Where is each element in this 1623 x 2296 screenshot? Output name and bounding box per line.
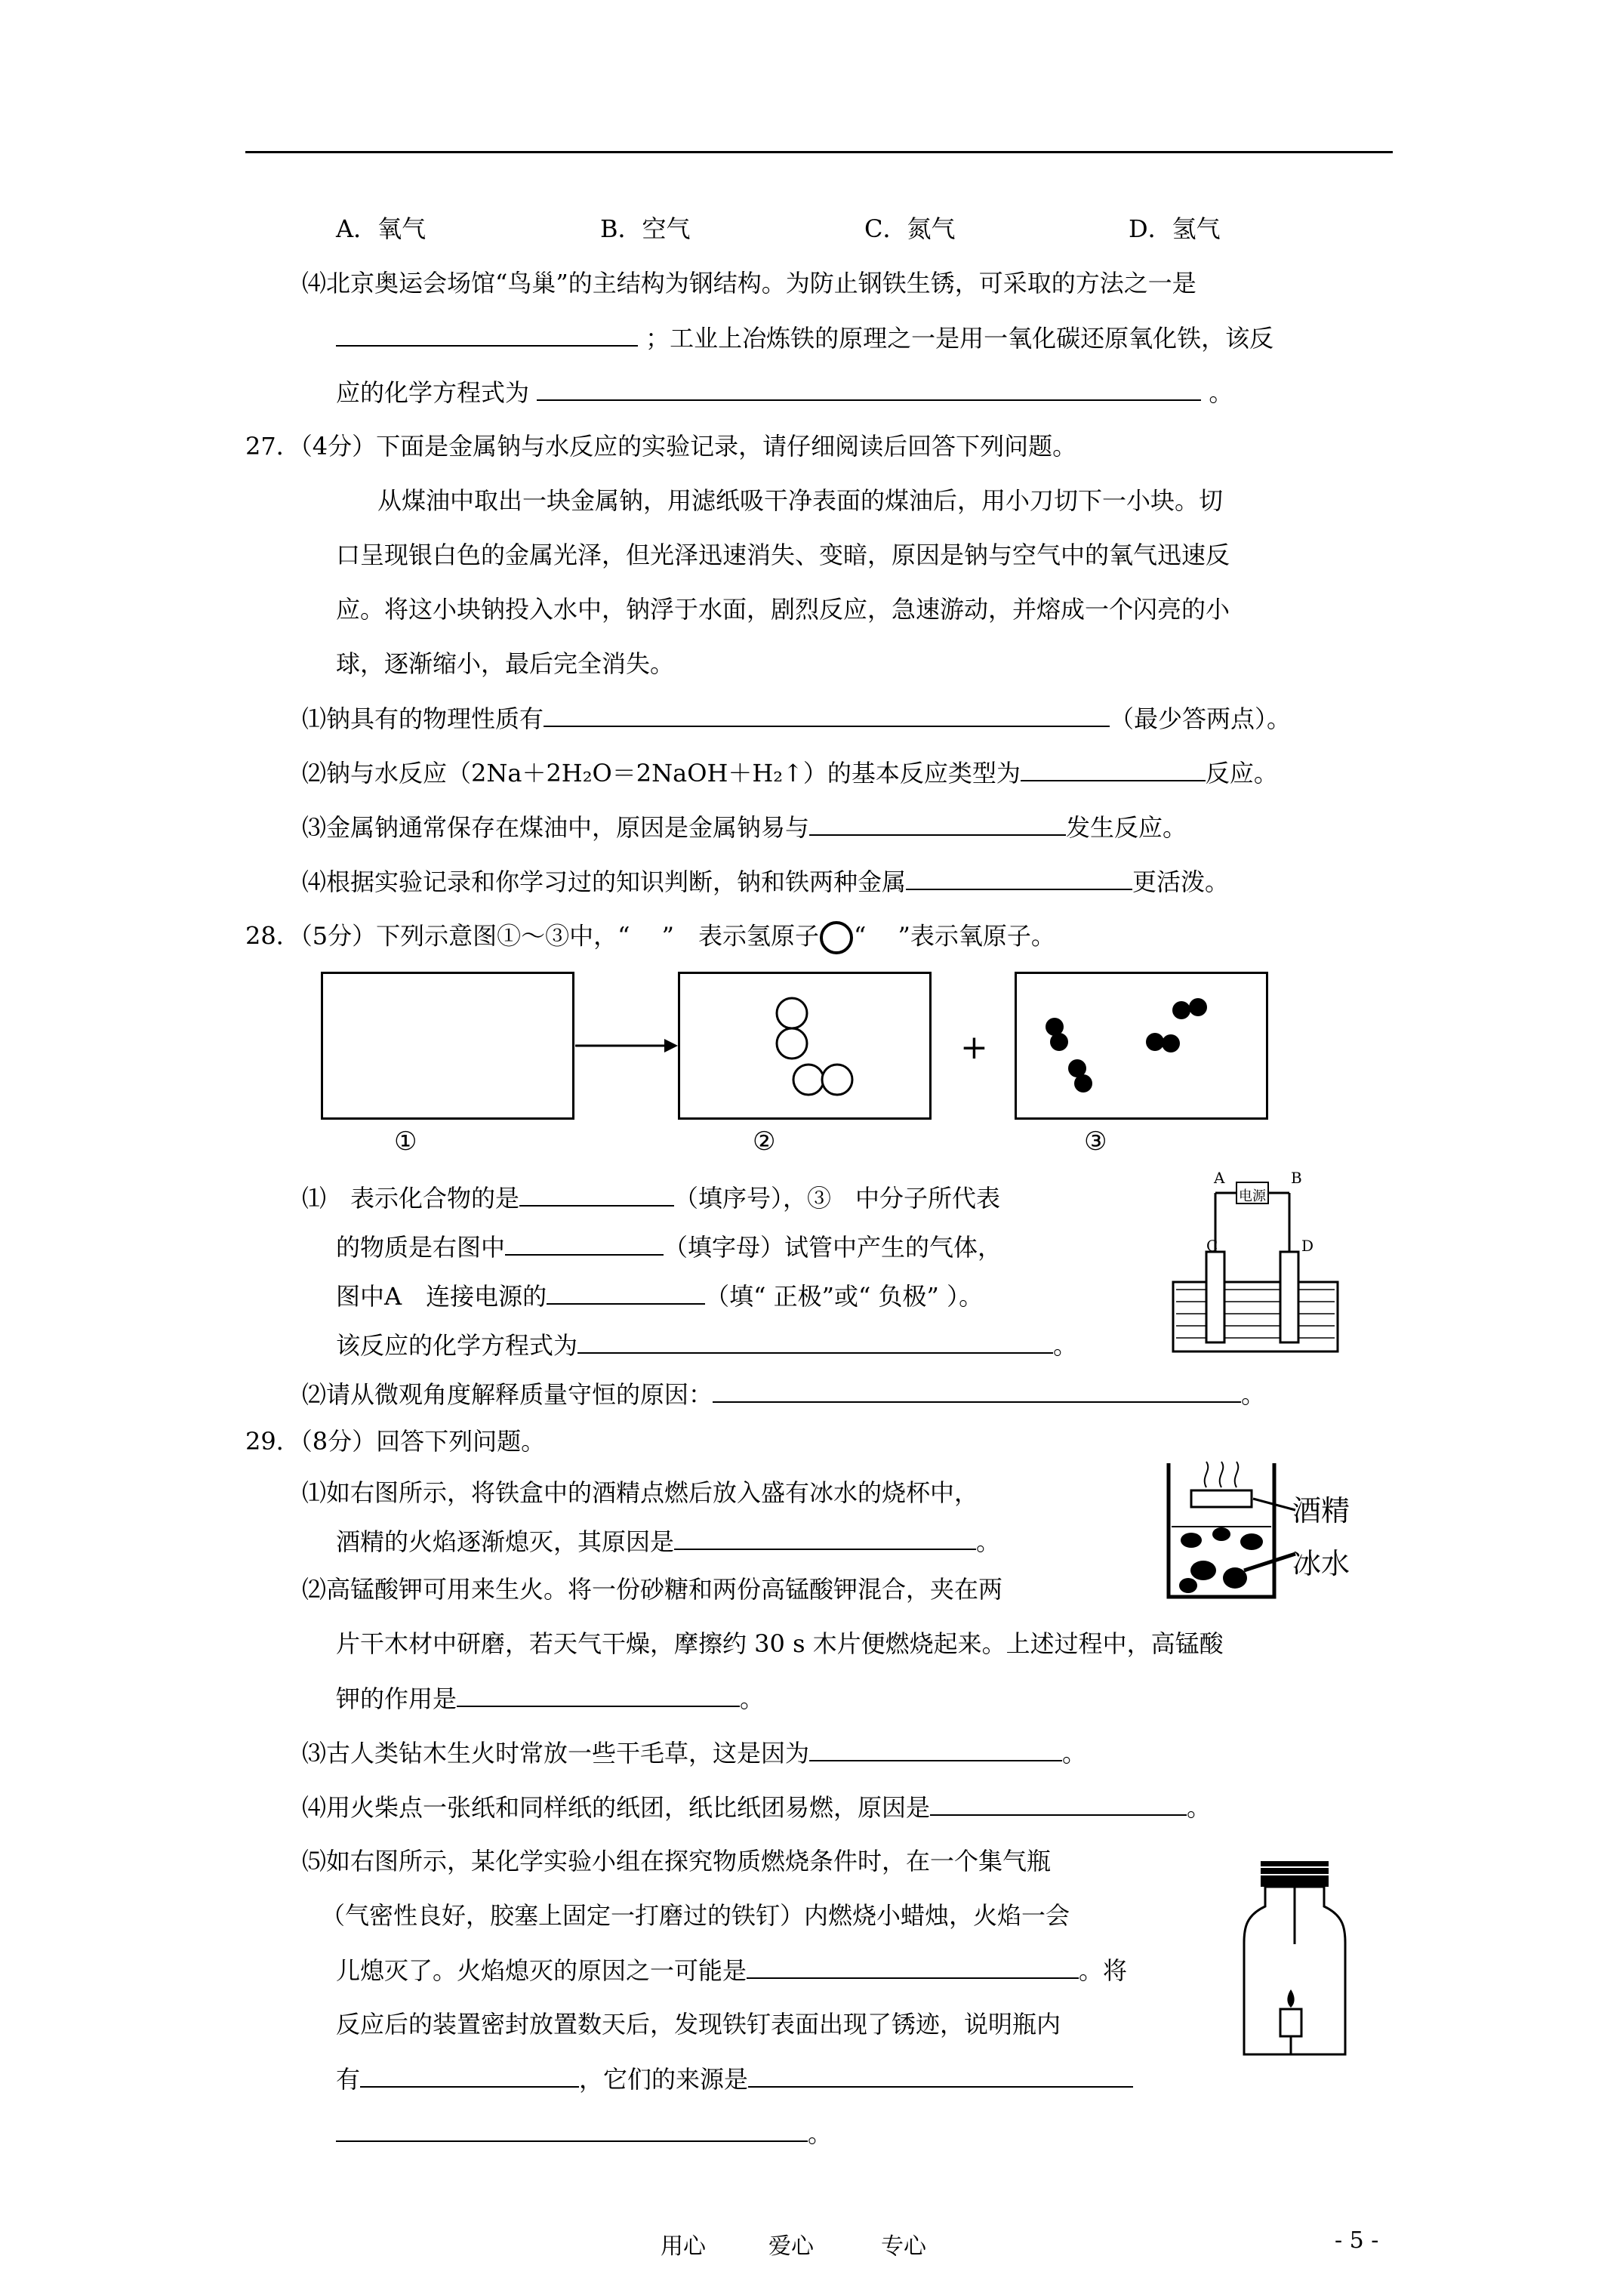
q27-sub2: ⑵钠与水反应（2Na＋2H₂O＝2NaOH＋H₂↑）的基本反应类型为 反应。 bbox=[302, 759, 1278, 787]
answer-blank[interactable] bbox=[360, 2063, 579, 2088]
q28-sub2: ⑵请从微观角度解释质量守恒的原因： 。 bbox=[302, 1380, 1266, 1409]
q29-sub2-line2: 片干木材中研磨，若天气干燥，摩擦约 30 s 木片便燃烧起来。上述过程中，高锰酸 bbox=[336, 1629, 1224, 1658]
oxygen-atom-icon bbox=[819, 920, 854, 955]
q29-sub3: ⑶古人类钻木生火时常放一些干毛草，这是因为 。 bbox=[302, 1739, 1087, 1767]
apparatus-label-b: B bbox=[1291, 1169, 1302, 1187]
q29-sub5-line6: 。 bbox=[336, 2118, 832, 2149]
q26-4-line2: ；工业上冶炼铁的原理之一是用一氧化碳还原氧化铁，该反 bbox=[336, 322, 1273, 353]
footer-motto-2: 爱心 bbox=[768, 2233, 814, 2260]
q28-sub1-line1: ⑴ 表示化合物的是 （填序号），③ 中分子所代表 bbox=[302, 1184, 1001, 1213]
figure-box-3 bbox=[1015, 972, 1268, 1120]
hydrogen-molecule-icon bbox=[680, 974, 929, 1117]
answer-blank[interactable] bbox=[713, 1379, 1241, 1403]
q27-para-line: 球，逐渐缩小，最后完全消失。 bbox=[336, 649, 675, 678]
option-a: A．氧气 bbox=[336, 214, 427, 243]
q29-sub5-line4: 反应后的装置密封放置数天后，发现铁钉表面出现了锈迹，说明瓶内 bbox=[336, 2010, 1061, 2039]
answer-blank[interactable] bbox=[748, 2063, 1133, 2088]
answer-blank[interactable] bbox=[809, 1737, 1062, 1761]
footer-motto-3: 专心 bbox=[881, 2233, 926, 2260]
beaker-label-alcohol: 酒精 bbox=[1292, 1494, 1350, 1527]
gas-jar-icon bbox=[1238, 1854, 1351, 2065]
answer-blank[interactable] bbox=[930, 1792, 1187, 1816]
q29-sub5-line5: 有 ，它们的来源是 bbox=[336, 2063, 1133, 2094]
option-d: D．氢气 bbox=[1129, 214, 1221, 243]
q29-sub1-line1: ⑴如右图所示，将铁盒中的酒精点燃后放入盛有冰水的烧杯中， bbox=[302, 1478, 979, 1507]
answer-blank[interactable] bbox=[336, 2118, 808, 2142]
q27-para-line: 口呈现银白色的金属光泽，但光泽迅速消失、变暗，原因是钠与空气中的氧气迅速反 bbox=[336, 541, 1230, 569]
oxygen-molecule-icon bbox=[1017, 974, 1266, 1117]
figure-box-2 bbox=[678, 972, 932, 1120]
answer-blank[interactable] bbox=[544, 703, 1110, 727]
q27-sub4: ⑷根据实验记录和你学习过的知识判断，钠和铁两种金属 更活泼。 bbox=[302, 868, 1230, 896]
q29-sub2-line3: 钾的作用是 。 bbox=[336, 1684, 765, 1713]
figure-label-3: ③ bbox=[1084, 1126, 1107, 1157]
q26-4-line3: 应的化学方程式为 。 bbox=[336, 378, 1233, 407]
answer-blank[interactable] bbox=[906, 866, 1132, 890]
answer-blank[interactable] bbox=[1021, 757, 1206, 781]
answer-blank[interactable] bbox=[547, 1281, 705, 1305]
q28-sub1-line4: 该反应的化学方程式为 。 bbox=[336, 1331, 1078, 1360]
answer-blank[interactable] bbox=[537, 377, 1201, 401]
option-c: C．氮气 bbox=[864, 214, 956, 243]
q28-sub1-line2: 的物质是右图中 （填字母）试管中产生的气体， bbox=[336, 1233, 1002, 1262]
answer-blank[interactable] bbox=[577, 1330, 1053, 1354]
q29-sub5-line1: ⑸如右图所示，某化学实验小组在探究物质燃烧条件时，在一个集气瓶 bbox=[302, 1847, 1052, 1875]
apparatus-label-d: D bbox=[1301, 1237, 1314, 1255]
q29-sub5-line2: （气密性良好，胶塞上固定一打磨过的铁钉）内燃烧小蜡烛，火焰一会 bbox=[321, 1901, 1070, 1930]
q27-para-line: 应。将这小块钠投入水中，钠浮于水面，剧烈反应，急速游动，并熔成一个闪亮的小 bbox=[336, 595, 1230, 624]
q28-header: 28．（5分）下列示意图①～③中，“ ” 表示氢原子 “ ”表示氧原子。 bbox=[245, 920, 1055, 955]
figure-label-2: ② bbox=[753, 1126, 776, 1157]
header-rule bbox=[245, 151, 1393, 153]
beaker-icon bbox=[1161, 1457, 1289, 1608]
q28-sub1-line3: 图中A 连接电源的 （填“ 正极”或“ 负极” ）。 bbox=[336, 1282, 984, 1311]
footer-motto-1: 用心 bbox=[661, 2233, 706, 2260]
arrow-icon bbox=[574, 1034, 679, 1057]
answer-blank[interactable] bbox=[747, 1955, 1079, 1979]
figure-box-1 bbox=[321, 972, 574, 1120]
option-b: B．空气 bbox=[600, 214, 691, 243]
answer-blank[interactable] bbox=[336, 322, 638, 347]
beaker-label-icewater: 冰水 bbox=[1292, 1547, 1350, 1580]
q29-sub2-line1: ⑵高锰酸钾可用来生火。将一份砂糖和两份高锰酸钾混合，夹在两 bbox=[302, 1575, 1003, 1604]
answer-blank[interactable] bbox=[809, 812, 1066, 836]
answer-blank[interactable] bbox=[674, 1526, 976, 1550]
figure-label-1: ① bbox=[394, 1126, 417, 1157]
apparatus-label-c: C bbox=[1206, 1237, 1218, 1255]
q29-sub1-line2: 酒精的火焰逐渐熄灭，其原因是 。 bbox=[336, 1527, 1001, 1556]
apparatus-label-power: 电源 bbox=[1239, 1188, 1266, 1204]
answer-blank[interactable] bbox=[519, 1182, 674, 1207]
apparatus-label-a: A bbox=[1214, 1169, 1225, 1187]
q27-header: 27．（4分）下面是金属钠与水反应的实验记录，请仔细阅读后回答下列问题。 bbox=[245, 432, 1077, 461]
q27-para-line: 从煤油中取出一块金属钠，用滤纸吸干净表面的煤油后，用小刀切下一小块。切 bbox=[377, 486, 1224, 515]
page-number: - 5 - bbox=[1335, 2227, 1379, 2254]
q26-4-line1: ⑷北京奥运会场馆“鸟巢”的主结构为钢结构。为防止钢铁生锈，可采取的方法之一是 bbox=[302, 269, 1196, 297]
answer-blank[interactable] bbox=[505, 1231, 664, 1256]
answer-blank[interactable] bbox=[457, 1683, 740, 1707]
q27-sub1: ⑴钠具有的物理性质有 （最少答两点）。 bbox=[302, 704, 1292, 733]
q29-header: 29．（8分）回答下列问题。 bbox=[245, 1427, 546, 1456]
q29-sub4: ⑷用火柴点一张纸和同样纸的纸团，纸比纸团易燃，原因是 。 bbox=[302, 1793, 1212, 1822]
q29-sub5-line3: 儿熄灭了。火焰熄灭的原因之一可能是 。将 bbox=[336, 1956, 1128, 1985]
q27-sub3: ⑶金属钠通常保存在煤油中，原因是金属钠易与 发生反应。 bbox=[302, 813, 1187, 842]
plus-sign: + bbox=[960, 1028, 988, 1067]
